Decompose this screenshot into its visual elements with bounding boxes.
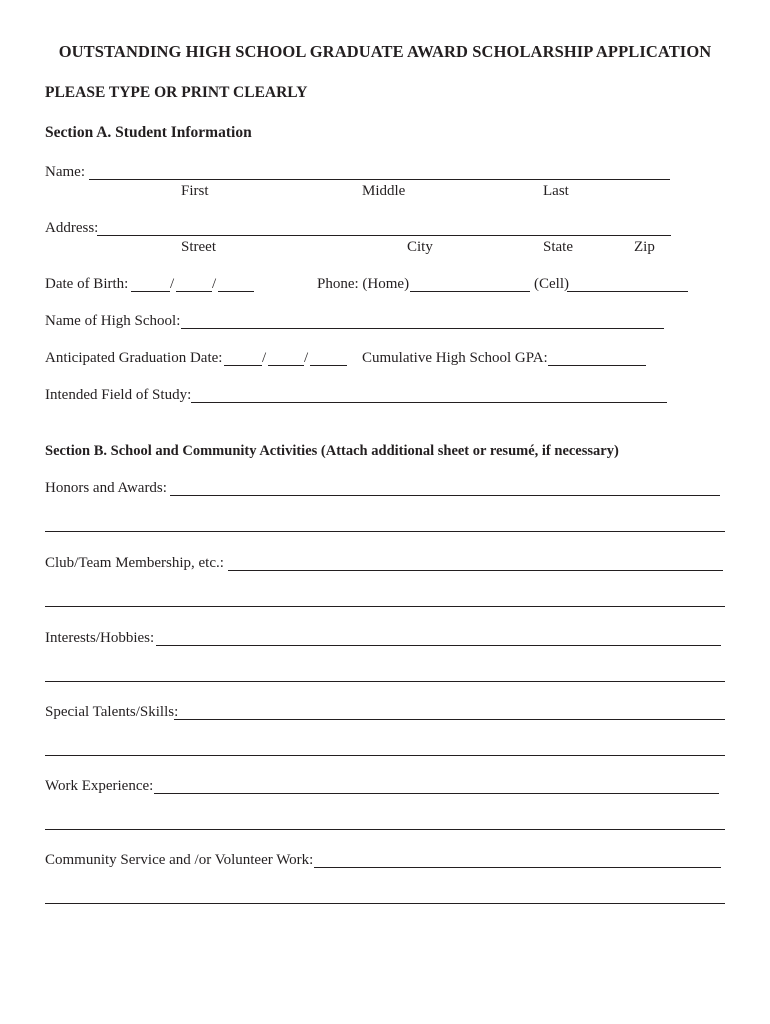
field-of-study-field[interactable] <box>191 402 667 403</box>
dob-separator: / <box>170 276 175 292</box>
dob-label: Date of Birth: <box>45 276 129 292</box>
address-state-caption: State <box>543 239 573 255</box>
club-field[interactable] <box>228 570 723 571</box>
interests-label: Interests/Hobbies: <box>45 630 155 646</box>
work-label: Work Experience: <box>45 778 154 794</box>
work-field-continued[interactable] <box>45 829 725 830</box>
name-last-caption: Last <box>543 183 569 199</box>
name-label: Name: <box>45 164 85 180</box>
dob-year-field[interactable] <box>218 291 254 292</box>
field-of-study-label: Intended Field of Study: <box>45 387 192 403</box>
honors-label: Honors and Awards: <box>45 480 167 496</box>
phone-cell-field[interactable] <box>567 291 688 292</box>
club-label: Club/Team Membership, etc.: <box>45 555 224 571</box>
address-city-caption: City <box>407 239 433 255</box>
grad-date-label: Anticipated Graduation Date: <box>45 350 223 366</box>
community-field-continued[interactable] <box>45 903 725 904</box>
phone-cell-label: (Cell) <box>534 276 569 292</box>
talents-field[interactable] <box>174 719 725 720</box>
dob-separator: / <box>212 276 217 292</box>
name-field[interactable] <box>89 179 670 180</box>
community-label: Community Service and /or Volunteer Work: <box>45 852 314 868</box>
honors-field-continued[interactable] <box>45 531 725 532</box>
address-zip-caption: Zip <box>634 239 655 255</box>
club-field-continued[interactable] <box>45 606 725 607</box>
form-title: OUTSTANDING HIGH SCHOOL GRADUATE AWARD SCHOLARSHIP APPLICATION <box>58 42 712 61</box>
phone-home-field[interactable] <box>410 291 530 292</box>
grad-year-field[interactable] <box>310 365 347 366</box>
grad-date-separator: / <box>304 350 309 366</box>
high-school-field[interactable] <box>181 328 664 329</box>
grad-day-field[interactable] <box>268 365 304 366</box>
talents-field-continued[interactable] <box>45 755 725 756</box>
name-middle-caption: Middle <box>362 183 406 199</box>
grad-month-field[interactable] <box>224 365 262 366</box>
community-field[interactable] <box>314 867 721 868</box>
address-label: Address: <box>45 220 99 236</box>
address-field[interactable] <box>97 235 671 236</box>
work-field[interactable] <box>154 793 719 794</box>
interests-field-continued[interactable] <box>45 681 725 682</box>
high-school-label: Name of High School: <box>45 313 181 329</box>
section-b-heading: Section B. School and Community Activities (Attach additional sheet or resumé, if necessary) <box>45 443 619 459</box>
section-a-heading: Section A. Student Information <box>45 124 252 141</box>
honors-field[interactable] <box>170 495 720 496</box>
phone-home-label: Phone: (Home) <box>317 276 410 292</box>
interests-field[interactable] <box>156 645 721 646</box>
talents-label: Special Talents/Skills: <box>45 704 179 720</box>
dob-day-field[interactable] <box>176 291 212 292</box>
grad-date-separator: / <box>262 350 267 366</box>
address-street-caption: Street <box>181 239 216 255</box>
gpa-label: Cumulative High School GPA: <box>362 350 548 366</box>
name-first-caption: First <box>181 183 209 199</box>
gpa-field[interactable] <box>548 365 646 366</box>
dob-month-field[interactable] <box>131 291 170 292</box>
print-instruction: PLEASE TYPE OR PRINT CLEARLY <box>45 84 308 101</box>
